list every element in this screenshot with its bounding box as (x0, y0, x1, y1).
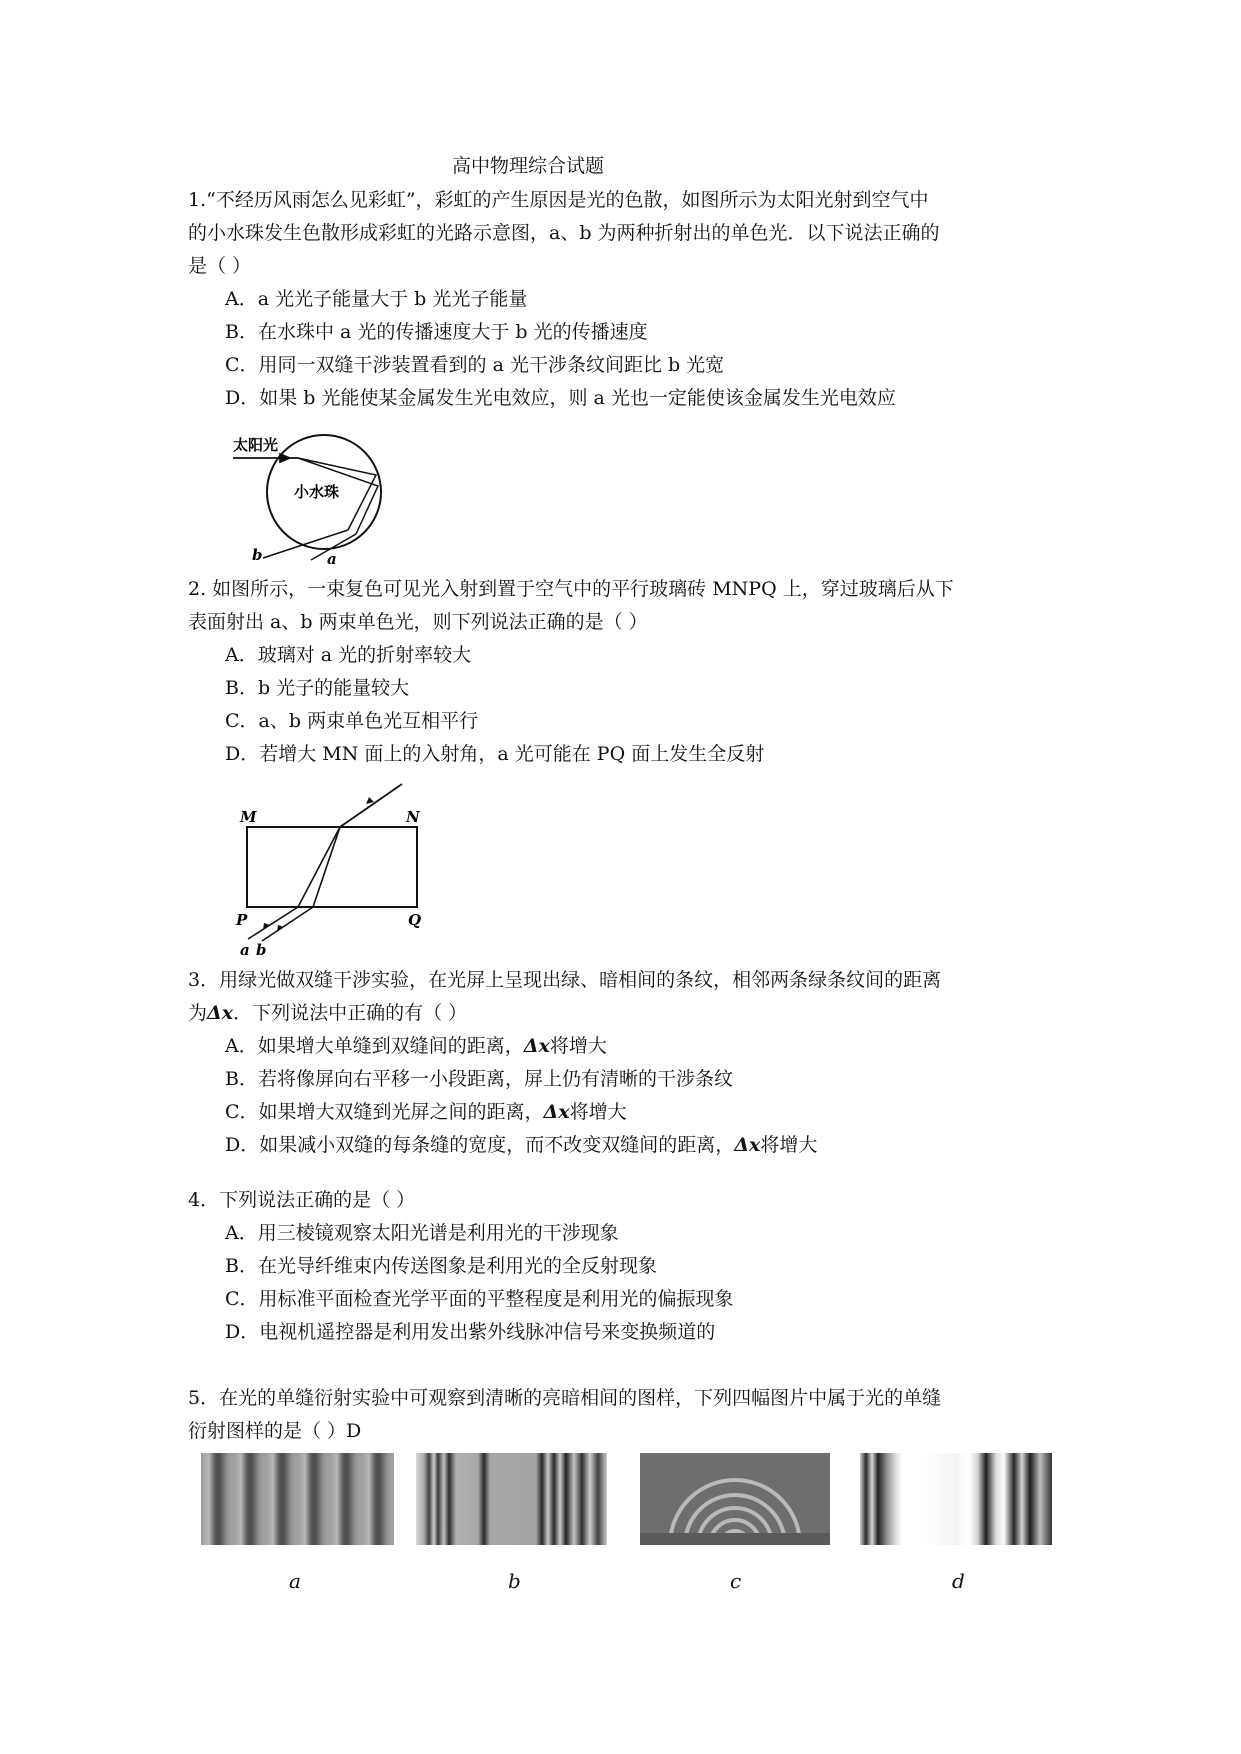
q3-option-a-dx: Δx (523, 1035, 550, 1057)
q2-label-p: P (236, 911, 248, 929)
q1-sun-label: 太阳光 (233, 436, 279, 454)
q1-label-b: b (252, 546, 263, 564)
q2-option-a: A．玻璃对 a 光的折射率较大 (225, 644, 472, 666)
q3-option-c-text: C．如果增大双缝到光屏之间的距离， (225, 1101, 544, 1123)
q4-option-c: C．用标准平面检查光学平面的平整程度是利用光的偏振现象 (225, 1288, 734, 1310)
pattern-d-image (860, 1453, 1052, 1545)
q1-drop-label: 小水珠 (294, 483, 340, 501)
q5-stem-line-2: 衍射图样的是（ ）D (188, 1420, 362, 1442)
q3-stem-line-1: 3．用绿光做双缝干涉实验，在光屏上呈现出绿、暗相间的条纹，相邻两条绿条纹间的距离 (188, 969, 942, 991)
pattern-b-image (416, 1453, 607, 1545)
q2-option-c: C．a、b 两束单色光互相平行 (225, 710, 479, 732)
q2-stem-line-2: 表面射出 a、b 两束单色光，则下列说法正确的是（ ） (188, 611, 648, 633)
q3-delta-x: Δx (207, 1002, 234, 1024)
q3-option-d-text: D．如果减小双缝的每条缝的宽度，而不改变双缝间的距离， (225, 1134, 735, 1156)
q1-stem-line-1: 1.“不经历风雨怎么见彩虹”，彩虹的产生原因是光的色散，如图所示为太阳光射到空气中 (188, 189, 929, 211)
q1-stem-line-3: 是（ ） (188, 255, 252, 277)
pattern-a-caption: a (289, 1569, 301, 1593)
q2-label-a: a (240, 941, 250, 957)
q2-label-n: N (406, 808, 420, 826)
q3-option-a-text: A．如果增大单缝到双缝间的距离， (225, 1035, 524, 1057)
q4-stem: 4．下列说法正确的是（ ） (188, 1189, 416, 1211)
q4-option-a: A．用三棱镜观察太阳光谱是利用光的干涉现象 (225, 1222, 619, 1244)
q2-option-d: D．若增大 MN 面上的入射角，a 光可能在 PQ 面上发生全反射 (225, 743, 765, 765)
pattern-a-image (201, 1453, 394, 1545)
q2-label-q: Q (408, 911, 422, 929)
page-title: 高中物理综合试题 (452, 155, 605, 177)
pattern-c-image (640, 1453, 830, 1545)
q2-label-m: M (240, 808, 257, 826)
q3-option-c (225, 1100, 627, 1124)
q2-stem-line-1: 2. 如图所示，一束复色可见光入射到置于空气中的平行玻璃砖 MNPQ 上，穿过玻璃后从下 (188, 578, 954, 600)
q3-stem-suffix: ．下列说法中正确的有（ ） (233, 1002, 468, 1024)
q1-label-a: a (327, 550, 337, 565)
q4-option-d: D．电视机遥控器是利用发出紫外线脉冲信号来变换频道的 (225, 1321, 716, 1343)
q2-label-b: b (256, 941, 267, 957)
q2-option-b: B．b 光子的能量较大 (225, 677, 410, 699)
q3-option-a-tail: 将增大 (549, 1035, 607, 1057)
q1-option-c: C．用同一双缝干涉装置看到的 a 光干涉条纹间距比 b 光宽 (225, 354, 725, 376)
q1-stem-line-2: 的小水珠发生色散形成彩虹的光路示意图，a、b 为两种折射出的单色光．以下说法正确的 (188, 222, 940, 244)
q3-option-b: B．若将像屏向右平移一小段距离，屏上仍有清晰的干涉条纹 (225, 1068, 733, 1090)
q1-option-b: B．在水珠中 a 光的传播速度大于 b 光的传播速度 (225, 321, 648, 343)
q3-option-d-tail: 将增大 (760, 1134, 818, 1156)
q2-glass-slab-figure (232, 782, 432, 957)
q4-option-b: B．在光导纤维束内传送图象是利用光的全反射现象 (225, 1255, 657, 1277)
q3-option-a (225, 1034, 607, 1058)
q3-stem-prefix: 为 (188, 1002, 208, 1024)
q3-option-d-dx: Δx (734, 1134, 761, 1156)
q3-option-d (225, 1133, 817, 1157)
pattern-d-caption: d (952, 1569, 965, 1593)
q3-option-c-tail: 将增大 (569, 1101, 627, 1123)
pattern-b-caption: b (508, 1569, 521, 1593)
q1-option-d: D．如果 b 光能使某金属发生光电效应，则 a 光也一定能使该金属发生光电效应 (225, 387, 896, 409)
pattern-c-caption: c (730, 1569, 742, 1593)
q3-option-c-dx: Δx (543, 1101, 570, 1123)
q5-stem-line-1: 5．在光的单缝衍射实验中可观察到清晰的亮暗相间的图样，下列四幅图片中属于光的单缝 (188, 1387, 942, 1409)
q1-droplet-figure (228, 430, 398, 565)
q3-stem-line-2 (188, 1001, 467, 1025)
q1-option-a: A．a 光光子能量大于 b 光光子能量 (225, 288, 528, 310)
